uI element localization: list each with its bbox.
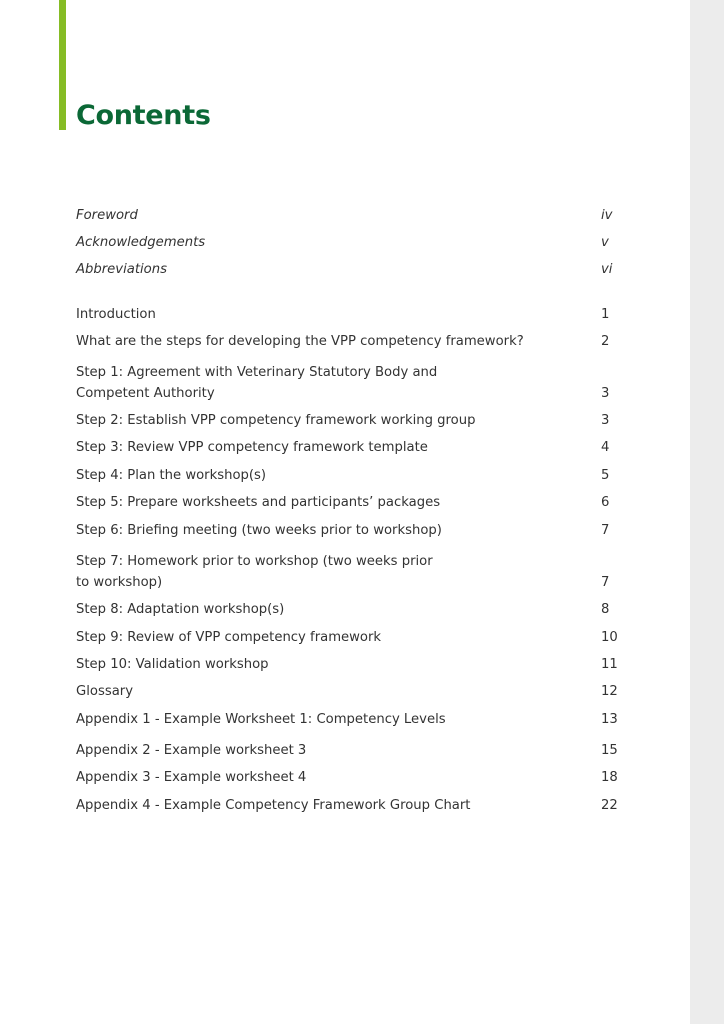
toc-label: Step 5: Prepare worksheets and participants’ packages — [76, 495, 441, 510]
toc-label — [76, 551, 576, 593]
toc-label: Foreword — [76, 208, 138, 223]
toc-label: Appendix 1 - Example Worksheet 1: Competency Levels — [76, 712, 446, 727]
toc-label — [76, 362, 576, 404]
toc-page-number: vi — [601, 262, 613, 277]
toc-page-number: 1 — [601, 307, 610, 322]
toc-label: Glossary — [76, 684, 133, 699]
toc-page-number: 4 — [601, 440, 610, 455]
toc-label: Appendix 3 - Example worksheet 4 — [76, 770, 307, 785]
toc-label-line: to workshop) — [76, 575, 163, 590]
toc-label: Introduction — [76, 307, 156, 322]
toc-page-number: 6 — [601, 495, 610, 510]
toc-label: Step 4: Plan the workshop(s) — [76, 468, 267, 483]
toc-label: Abbreviations — [76, 262, 167, 277]
toc-page-number: 11 — [601, 657, 618, 672]
toc-page-number: 10 — [601, 630, 618, 645]
toc-label: Step 9: Review of VPP competency framework — [76, 630, 382, 645]
toc-page-number: 12 — [601, 684, 618, 699]
toc-label: Step 10: Validation workshop — [76, 657, 269, 672]
toc-label-line: Step 7: Homework prior to workshop (two weeks prior — [76, 554, 433, 569]
toc-page-number: 15 — [601, 743, 618, 758]
toc-label-line: Competent Authority — [76, 386, 215, 401]
page-edge-strip — [690, 0, 724, 1024]
toc-page-number: 5 — [601, 468, 610, 483]
toc-page-number: 3 — [601, 386, 610, 401]
toc-page-number: 3 — [601, 413, 610, 428]
toc-label: Step 3: Review VPP competency framework template — [76, 440, 428, 455]
toc-page-number: 22 — [601, 798, 618, 813]
toc-label: Appendix 4 - Example Competency Framework Group Chart — [76, 798, 471, 813]
toc-label: Step 2: Establish VPP competency framework working group — [76, 413, 476, 428]
toc-page-number: 7 — [601, 523, 610, 538]
toc-label: Acknowledgements — [76, 235, 206, 250]
toc-label: What are the steps for developing the VPP competency framework? — [76, 334, 524, 349]
toc-page-number: 2 — [601, 334, 610, 349]
toc-page-number: v — [601, 235, 609, 250]
toc-page-number: iv — [601, 208, 613, 223]
toc-page-number: 7 — [601, 575, 610, 590]
page-title: Contents — [76, 100, 211, 131]
accent-bar — [59, 0, 66, 130]
toc-page-number: 13 — [601, 712, 618, 727]
toc-label-line: Step 1: Agreement with Veterinary Statutory Body and — [76, 365, 438, 380]
toc-page-number: 18 — [601, 770, 618, 785]
toc-page-number: 8 — [601, 602, 610, 617]
toc-label: Appendix 2 - Example worksheet 3 — [76, 743, 307, 758]
toc-label: Step 6: Briefing meeting (two weeks prior to workshop) — [76, 523, 442, 538]
toc-label: Step 8: Adaptation workshop(s) — [76, 602, 285, 617]
